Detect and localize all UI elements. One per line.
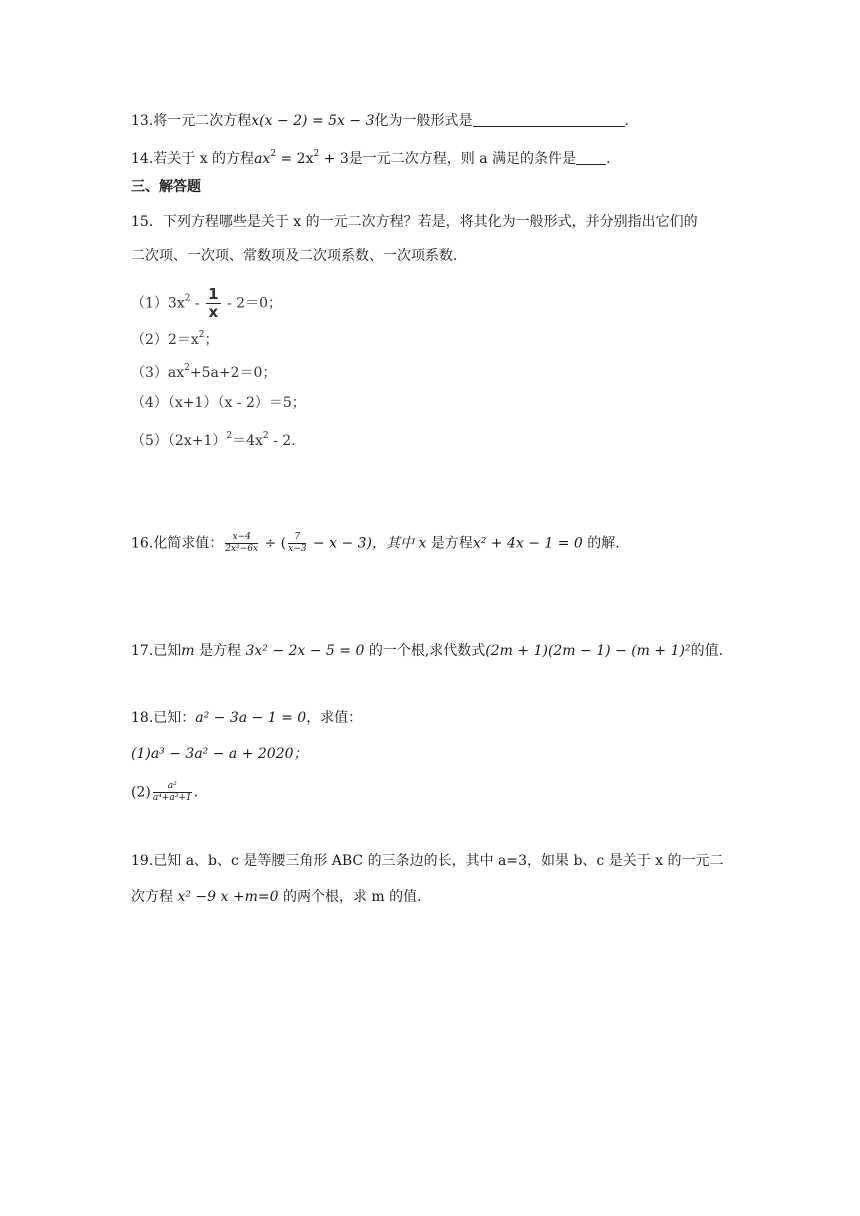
q14-answer-blank[interactable]: [576, 150, 606, 165]
q14-suffix: 是一元二次方程，则 a 满足的条件是: [348, 151, 577, 167]
q14-sup-2: 2: [313, 149, 320, 159]
section-heading: 三、解答题: [131, 179, 201, 195]
q17-mid2: 的一个根,求代数式: [368, 643, 486, 659]
q18-fraction: [153, 781, 192, 804]
q15-item2-post: ；: [204, 332, 219, 348]
q16-mid: 是方程: [430, 535, 473, 552]
q18-item-1: (1)a³ − 3a² − a + 2020；: [131, 746, 308, 762]
q16-rest: − x − 3)，其中: [308, 535, 414, 552]
q18-equation: a² − 3a − 1 = 0: [195, 710, 307, 726]
fraction-numerator: 1: [208, 285, 219, 303]
q14-equation-c: + 3: [319, 151, 349, 167]
q17-variable: m: [181, 643, 195, 659]
fraction-numerator: a²: [153, 781, 192, 793]
q19-line2-pre: 次方程: [131, 889, 173, 905]
q18-item-2: [131, 781, 198, 804]
question-16: [131, 532, 620, 555]
q14-equation-b: = 2x: [276, 151, 314, 167]
question-13: [131, 111, 629, 131]
fraction-numerator: x−4: [225, 532, 258, 544]
q15-item5-sup-2: 2: [262, 431, 269, 441]
q18-suffix: ，求值：: [306, 710, 363, 726]
q15-item5-mid: ＝4x: [232, 433, 263, 449]
q15-item2-sup: 2: [198, 330, 205, 340]
q15-item1-pre: （1）3x: [131, 295, 185, 312]
question-19-line-2: [131, 887, 422, 907]
question-15-line-2: 二次项、一次项、常数项及二次项系数、一次项系数.: [131, 248, 458, 264]
q18-prefix: 18.已知：: [131, 710, 196, 726]
q17-suffix: 的值.: [690, 643, 724, 659]
q14-end: .: [606, 151, 611, 167]
question-19-line-1: 19.已知 a、b、c 是等腰三角形 ABC 的三条边的长，其中 a=3，如果 b、c 是关于 x 的一元二: [131, 853, 724, 869]
q16-fraction-2: [288, 532, 306, 555]
fraction-denominator: x−3: [288, 544, 307, 554]
q15-item3-post: +5a+2＝0；: [189, 365, 277, 381]
q13-suffix: 化为一般形式是: [374, 113, 473, 129]
q17-expression: (2m + 1)(2m − 1) − (m + 1)²: [485, 643, 691, 659]
q16-variable: x: [418, 535, 427, 552]
q19-equation: x² −9 x +m=0: [177, 889, 279, 905]
q15-item-4: （4）（x+1）（x - 2）＝5；: [131, 395, 306, 411]
q15-item3-sup: 2: [184, 363, 190, 373]
q16-suffix: 的解.: [587, 535, 620, 552]
q17-mid: 是方程: [199, 643, 241, 659]
q14-equation-a: ax: [254, 151, 271, 167]
q18-item2-post: .: [193, 784, 199, 801]
q16-divide: ÷ (: [260, 535, 287, 552]
fraction-denominator: 2x²−6x: [225, 544, 259, 554]
q15-item2-pre: （2）2＝x: [131, 332, 199, 348]
q13-equation: x(x − 2) = 5x − 3: [251, 113, 375, 129]
q13-answer-blank[interactable]: [473, 112, 625, 127]
q15-item3-pre: （3）ax: [131, 365, 185, 381]
q15-item1-post: - 2＝0；: [222, 295, 282, 312]
question-18: [131, 708, 362, 728]
q15-item1-sup: 2: [184, 293, 191, 304]
q15-item-1: [131, 286, 282, 321]
q15-item1-fraction: [206, 286, 220, 321]
q16-fraction-1: [225, 532, 258, 555]
q15-item5-post: - 2.: [268, 433, 296, 449]
q14-sup-1: 2: [270, 149, 277, 159]
q16-equation: x² + 4x − 1 = 0: [472, 535, 583, 552]
q18-item2-pre: (2): [131, 784, 151, 801]
q15-item-2: [131, 325, 218, 350]
fraction-denominator: x: [208, 303, 219, 321]
q15-item5-sup-1: 2: [226, 431, 233, 441]
q15-item5-pre: （5）（2x+1）: [131, 433, 227, 449]
q15-item-3: [131, 358, 276, 383]
question-15-line-1: 15．下列方程哪些是关于 x 的一元二次方程？若是，将其化为一般形式，并分别指出它们的: [131, 214, 698, 230]
fraction-denominator: a⁴+a²+1: [152, 793, 192, 803]
q13-prefix: 13.将一元二次方程: [131, 113, 252, 129]
q15-item1-mid: -: [190, 295, 205, 312]
question-17: [131, 641, 723, 661]
q19-line2-post: 的两个根，求 m 的值.: [282, 889, 422, 905]
q13-end: .: [624, 113, 629, 129]
question-14: [131, 144, 610, 169]
q16-prefix: 16.化简求值：: [131, 535, 224, 552]
fraction-numerator: 7: [288, 532, 306, 544]
q14-prefix: 14.若关于 x 的方程: [131, 151, 255, 167]
q17-equation: 3x² − 2x − 5 = 0: [245, 643, 365, 659]
q15-item-5: [131, 426, 296, 451]
q17-prefix: 17.已知: [131, 643, 182, 659]
